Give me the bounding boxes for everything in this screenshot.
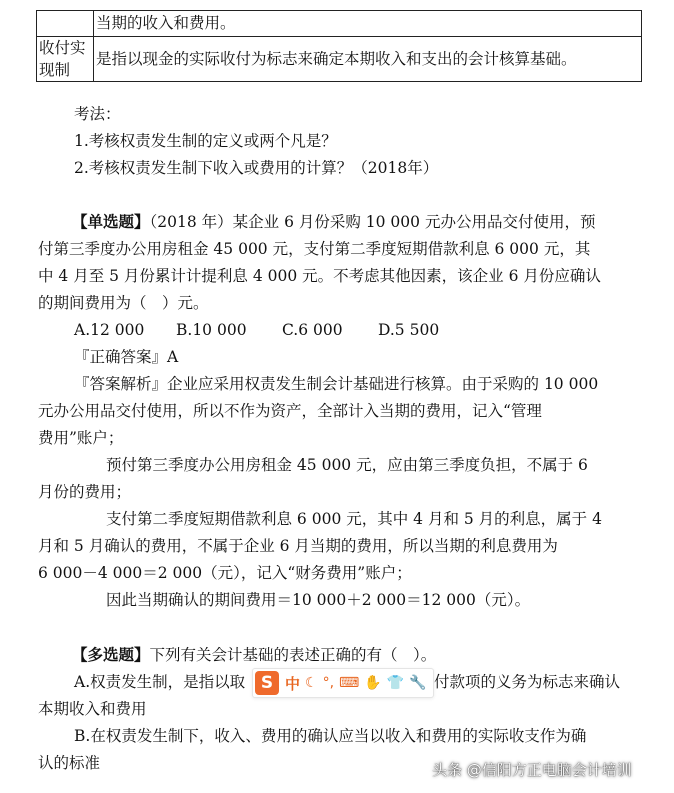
answer-tag: 『正确答案』 [74, 348, 168, 366]
watermark: 头条 @信阳方正电脑会计培训 [432, 761, 632, 779]
question2-line-1 [72, 645, 436, 665]
question1-stem-4: 的期间费用为（ ）元。 [38, 294, 209, 312]
chinese-mode-toggle[interactable]: 中 [285, 674, 301, 693]
analysis-line-4: 预付第三季度办公用房租金 45 000 元，应由第三季度负担，不属于 6 [106, 456, 588, 474]
row-label-empty [37, 11, 94, 37]
question1-stem-3: 中 4 月至 5 月份累计计提利息 4 000 元。不考虑其他因素，该企业 6 月份应确认 [38, 267, 601, 285]
wrench-icon[interactable]: 🔧 [409, 675, 427, 691]
definition-table [36, 10, 642, 82]
voice-icon[interactable]: ✋ [364, 675, 382, 691]
analysis-line-5: 月份的费用； [38, 483, 132, 501]
answer-value: A [167, 348, 179, 366]
moon-icon[interactable]: ☾ [305, 675, 318, 691]
exam-point-1: 1.考核权责发生制的定义或两个凡是？ [74, 132, 337, 150]
analysis-text-1: 企业应采用权责发生制会计基础进行核算。由于采购的 10 000 [167, 375, 599, 393]
table-row [37, 11, 642, 37]
punctuation-icon[interactable]: °, [322, 675, 335, 691]
question1-stem-1: （2018 年）某企业 6 月份采购 10 000 元办公用品交付使用，预 [149, 213, 596, 231]
question2-option-a-right: 付款项的义务为标志来确认 [434, 673, 621, 691]
analysis-line-9: 因此当期确认的期间费用＝10 000＋2 000＝12 000（元）。 [106, 591, 531, 609]
question2-option-b-line-2: 认的标准 [38, 754, 101, 772]
exam-points-heading: 考法： [74, 105, 121, 123]
analysis-line-1 [74, 374, 598, 394]
row-label-cash-basis [37, 37, 94, 82]
table-row [37, 37, 642, 82]
analysis-line-8: 6 000－4 000＝2 000（元），记入“财务费用”账户； [38, 564, 412, 582]
question2-option-a-line-2: 本期收入和费用 [38, 700, 147, 718]
exam-point-2: 2.考核权责发生制下收入或费用的计算？（2018年） [74, 159, 439, 177]
label-line-1: 收付实 [39, 39, 86, 57]
question1-stem-2: 付第三季度办公用房租金 45 000 元，支付第二季度短期借款利息 6 000 元，其 [38, 240, 591, 258]
row-text: 当期的收入和费用。 [94, 11, 642, 37]
keyboard-icon[interactable]: ⌨ [339, 675, 360, 691]
question1-line-1 [72, 212, 595, 232]
analysis-line-7: 月和 5 月确认的费用，不属于企业 6 月当期的费用，所以当期的利息费用为 [38, 537, 558, 555]
question2-option-a-left: A.权责发生制，是指以取 [74, 673, 246, 691]
question2-option-b-line-1: B.在权责发生制下，收入、费用的确认应当以收入和费用的实际收支作为确 [74, 727, 587, 745]
row-text-cash-basis: 是指以现金的实际收付为标志来确定本期收入和支出的会计核算基础。 [94, 37, 642, 82]
analysis-tag: 『答案解析』 [74, 375, 168, 393]
option-b: B.10 000 [176, 321, 247, 339]
question2-tag: 【多选题】 [72, 645, 150, 664]
label-line-2: 现制 [39, 61, 71, 79]
analysis-line-3: 费用”账户； [38, 429, 124, 447]
option-c: C.6 000 [282, 321, 343, 339]
sogou-logo-icon[interactable]: S [255, 671, 279, 695]
correct-answer [74, 347, 178, 367]
analysis-line-6: 支付第二季度短期借款利息 6 000 元，其中 4 月和 5 月的利息，属于 4 [106, 510, 602, 528]
question2-stem: 下列有关会计基础的表述正确的有（ ）。 [149, 646, 437, 664]
shirt-icon[interactable]: 👕 [386, 675, 405, 691]
option-d: D.5 500 [378, 321, 440, 339]
question1-tag: 【单选题】 [72, 212, 150, 231]
ime-toolbar[interactable] [252, 668, 434, 698]
option-a: A.12 000 [74, 321, 145, 339]
analysis-line-2: 元办公用品交付使用，所以不作为资产，全部计入当期的费用，记入“管理 [38, 402, 542, 420]
